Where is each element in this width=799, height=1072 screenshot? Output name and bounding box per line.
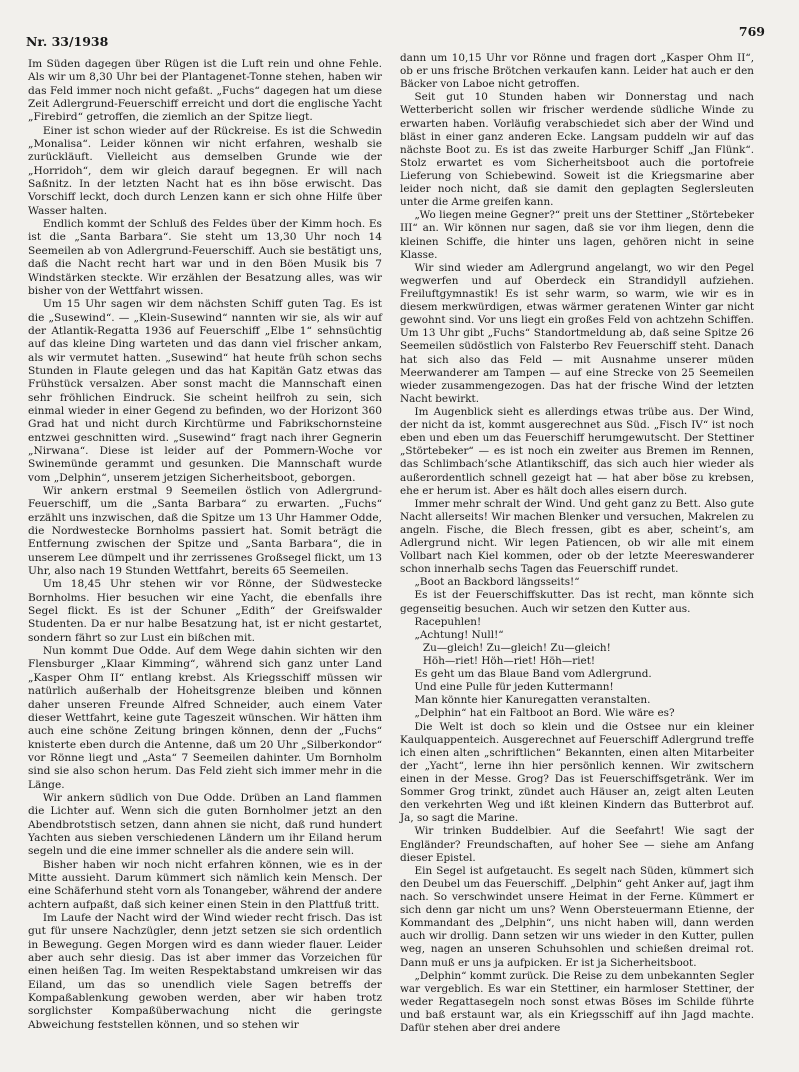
left-paragraph: Bisher haben wir noch nicht erfahren können, wie es in der Mitte aussieht. Darum kümmert sich nämlich kein Mensch. Der eine Schäferhund steht vorn als Tonangeber, während der andere achtern aufpaßt, daß sich keiner einen Stein in den Plattfuß tritt. <box>28 858 382 911</box>
right-paragraph: Die Welt ist doch so klein und die Ostsee nur ein kleiner Kaulquappenteich. Ausgerechnet auf Feuerschiff Adlergrund treffe ich einen alten „schriftlichen“ Bekannten, einen alten Mitarbeiter der „Yacht“, lerne ihn hier persönlich kennen. Wir zwitschern einen in der Messe. Grog? Das ist Feuerschiffsgetränk. Wer im Sommer Grog trinkt, zündet auch Häuser an, zeigt alten Leuten den verkehrten Weg und ißt kleinen Kindern das Butterbrot auf. Ja, so sagt die Marine. <box>400 720 754 825</box>
right-paragraph: dann um 10,15 Uhr vor Rönne und fragen dort „Kasper Ohm II“, ob er uns frische Brötchen verkaufen kann. Leider hat auch er den Bäcker von Laboe nicht getroffen. <box>400 52 754 91</box>
right-paragraph: Es geht um das Blaue Band vom Adlergrund. <box>414 668 652 681</box>
right-paragraph: Wir sind wieder am Adlergrund angelangt, wo wir den Pegel wegwerfen und auf Oberdeck ein Strandidyll aufziehen. Freiluftgymnastik! Es ist sehr warm, so warm, wie wir es in diesem merkwürdigen, etwas wärmer geratenen Winter gar nicht gewohnt sind. Vor uns liegt ein großes Feld von achtzehn Schiffen. Um 13 Uhr gibt „Fuchs“ Standortmeldung ab, daß seine Spitze 26 Seemeilen südöstlich von Falsterbo Rev Feuerschiff steht. Danach hat sich also das Feld — mit Ausnahme unserer müden Meerwanderer am Tampen — auf eine Strecke von 25 Seemeilen wieder zusammengezogen. Das hat der frische Wind der letzten Nacht bewirkt. <box>400 261 754 405</box>
left-paragraph: Nun kommt Due Odde. Auf dem Wege dahin sichten wir den Flensburger „Klaar Kimming“, während sich ganz unter Land „Kasper Ohm II“ entlang krebst. Als Kriegsschiff müssen wir natürlich außerhalb der Hoheitsgrenze bleiben und können daher unseren Freunde Alfred Schneider, auch einem Vater dieser Wettfahrt, keine gute Tageszeit wünschen. Wir hätten ihm auch eine schöne Zeitung bringen können, denn der „Fuchs“ knisterte eben durch die Antenne, daß um 20 Uhr „Silberkondor“ vor Rönne liegt und „Asta“ 7 Seemeilen dahinter. Um Bornholm sind sie also schon herum. Das Feld zieht sich immer mehr in die Länge. <box>28 645 382 791</box>
left-paragraph: Endlich kommt der Schluß des Feldes über der Kimm hoch. Es ist die „Santa Barbara“. Sie steht um 13,30 Uhr noch 14 Seemeilen ab von Adlergrund-Feuerschiff. Auch sie bestätigt uns, daß die Nacht recht hart war und in den Böen Musik bis 7 Windstärken steckte. Wir erzählen der Besatzung alles, was wir bisher von der Wettfahrt wissen. <box>28 218 382 297</box>
right-paragraph: „Boot an Backbord längsseits!“ <box>414 576 580 589</box>
right-paragraph: Seit gut 10 Stunden haben wir Donnerstag und nach Wetterbericht sollen wir frischer werdende südliche Winde zu erwarten haben. Vorläufig verabschiedet sich aber der Wind und bläst in einer ganz anderen Ecke. Langsam puddeln wir auf das nächste Boot zu. Es ist das zweite Harburger Schiff „Jan Flünk“. Stolz erwartet es vom Sicherheitsboot auch die portofreie Lieferung von Schiebewind. Soweit ist die Kriegsmarine aber leider noch nicht, daß sie damit den geplagten Seglersleuten unter die Arme greifen kann. <box>400 91 754 209</box>
left-paragraph: Im Süden dagegen über Rügen ist die Luft rein und ohne Fehle. Als wir um 8,30 Uhr bei der Plantagenet-Tonne stehen, haben wir das Feld immer noch nicht gefaßt. „Fuchs“ dagegen hat um diese Zeit Adlergrund-Feuerschiff erreicht und dort die englische Yacht „Firebird“ getroffen, die ziemlich an der Spitze liegt. <box>28 58 382 124</box>
left-paragraph: Um 18,45 Uhr stehen wir vor Rönne, der Südwestecke Bornholms. Hier besuchen wir eine Yacht, die ebenfalls ihre Segel flickt. Es ist der Schuner „Edith“ der Greifswalder Studenten. Da er nur halbe Besatzung hat, ist er nicht gestartet, sondern fährt so zur Lust ein bißchen mit. <box>28 578 382 644</box>
right-paragraph: Man könnte hier Kanuregatten veranstalten. <box>414 694 651 707</box>
right-paragraph: Höh—riet! Höh—riet! Höh—riet! <box>422 655 596 668</box>
right-paragraph: „Delphin“ hat ein Faltboot an Bord. Wie wäre es? <box>414 707 675 720</box>
right-paragraph: Es ist der Feuerschiffskutter. Das ist recht, man könnte sich gegenseitig besuchen. Auch wir setzen den Kutter aus. <box>400 589 754 615</box>
right-paragraph: Und eine Pulle für jeden Kuttermann! <box>414 681 614 694</box>
left-paragraph: Wir ankern erstmal 9 Seemeilen östlich von Adlergrund-Feuerschiff, um die „Santa Barbara“ zu erwarten. „Fuchs“ erzählt uns inzwischen, daß die Spitze um 13 Uhr Hammer Odde, die Nordwestecke Bornholms passiert hat. Somit beträgt die Entfernung zwischen der Spitze und „Santa Barbara“, die in unserem Lee dümpelt und ihr zerrissenes Großsegel flickt, um 13 Uhr, also nach 19 Stunden Wettfahrt, bereits 65 Seemeilen. <box>28 485 382 578</box>
right-paragraph: Immer mehr schralt der Wind. Und geht ganz zu Bett. Also gute Nacht allerseits! Wir machen Blenker und versuchen, Makrelen zu angeln. Fische, die Blech fressen, gibt es aber, scheint’s, am Adlergrund nicht. Wir legen Patiencen, ob wir alle mit einem Vollbart nach Kiel kommen, oder ob der letzte Meereswanderer schon innerhalb sechs Tagen das Feuerschiff rundet. <box>400 497 754 576</box>
right-paragraph: Im Augenblick sieht es allerdings etwas trübe aus. Der Wind, der nicht da ist, kommt ausgerechnet aus Süd. „Fisch IV“ ist noch eben und eben um das Feuerschiff herumgewutscht. Der Stettiner „Störtebeker“ — es ist noch ein zweiter aus Bremen im Rennen, das Schlimbach’sche Atlantikschiff, das sich auch hier wieder als außerordentlich schnell gezeigt hat — hat aber böse zu krebsen, ehe er herum ist. Aber es hält doch alles eisern durch. <box>400 405 754 497</box>
right-paragraph: „Achtung! Null!“ <box>414 628 504 641</box>
right-paragraph: Racepuhlen! <box>414 615 482 628</box>
right-paragraph: Ein Segel ist aufgetaucht. Es segelt nach Süden, kümmert sich den Deubel um das Feuerschiff. „Delphin“ geht Anker auf, jagt ihm nach. So verschwindet unsere Heimat in der Ferne. Kümmert er sich denn gar nicht um uns? Wenn Obersteuermann Etienne, der Kommandant des „Delphin“, uns nicht haben will, dann werden auch wir drollig. Dann setzen wir uns wieder in den Kutter, pullen weg, nagen an unseren Schuhsohlen und schießen dreimal rot. Dann muß er uns ja aufpicken. Er ist ja Sicherheitsboot. <box>400 864 754 969</box>
right-column <box>400 52 754 1035</box>
issue-number: Nr. 33/1938 <box>26 34 109 49</box>
left-paragraph: Wir ankern südlich von Due Odde. Drüben an Land flammen die Lichter auf. Wenn sich die guten Bornholmer jetzt an den Abendbrotstisch setzen, dann ahnen sie nicht, daß rund hundert Yachten aus sieben verschiedenen Ländern um ihr Eiland herum segeln und die eine immer schneller als die andere sein will. <box>28 791 382 858</box>
left-paragraph: Im Laufe der Nacht wird der Wind wieder recht frisch. Das ist gut für unsere Nachzügler, denn jetzt setzen sie sich ordentlich in Bewegung. Gegen Morgen wird es dann wieder flauer. Leider aber auch sehr diesig. Das ist aber immer das Vorzeichen für einen heißen Tag. Im weiten Respektabstand umkreisen wir das Eiland, um das so unendlich viele Sagen betreffs der Kompaßablenkung gewoben werden, aber wir haben trotz sorglichster Kompaßüberwachung nicht die geringste Abweichung feststellen können, und so stehen wir <box>28 912 382 1031</box>
right-paragraph: Wir trinken Buddelbier. Auf die Seefahrt! Wie sagt der Engländer? Freundschaften, auf hoher See — siehe am Anfang dieser Epistel. <box>400 825 754 864</box>
right-paragraph: „Wo liegen meine Gegner?“ preit uns der Stettiner „Störtebeker III“ an. Wir können nur sagen, daß sie vor ihm liegen, denn die kleinen Schiffe, die hinter uns lagen, gehören nicht in seine Klasse. <box>400 209 754 261</box>
left-column <box>28 58 382 1032</box>
left-paragraph: Einer ist schon wieder auf der Rückreise. Es ist die Schwedin „Monalisa“. Leider können wir nicht erfahren, weshalb sie zurückläuft. Vielleicht aus demselben Grunde wie der „Horridoh“, dem wir gleich darauf begegnen. Er will nach Saßnitz. In der letzten Nacht hat es ihn böse erwischt. Das Vorschiff leckt, doch durch Lenzen kann er sich ohne Hilfe über Wasser halten. <box>28 124 382 217</box>
left-paragraph: Um 15 Uhr sagen wir dem nächsten Schiff guten Tag. Es ist die „Susewind“. — „Klein-Susewind“ nannten wir sie, als wir auf der Atlantik-Regatta 1936 auf Feuerschiff „Elbe 1“ sehnsüchtig auf das kleine Ding warteten und das dann viel frischer ankam, als wir vermutet hatten. „Susewind“ hat heute früh schon sechs Stunden in Flaute gelegen und das hat Kapitän Gatz etwas das Frühstück versalzen. Aber sonst macht die Mannschaft einen sehr fröhlichen Eindruck. Sie scheint heilfroh zu sein, sich einmal wieder in einer Gegend zu befinden, wo der Horizont 360 Grad hat und nicht durch Kirchtürme und Fabrikschornsteine entzwei geschnitten wird. „Susewind“ fragt nach ihrer Gegnerin „Nirwana“. Diese ist leider auf der Pommern-Woche vor Swinemünde gerammt und gesunken. Die Mannschaft wurde vom „Delphin“, unserem jetzigen Sicherheitsboot, geborgen. <box>28 298 382 484</box>
right-paragraph: Zu—gleich! Zu—gleich! Zu—gleich! <box>422 641 611 654</box>
page-number: 769 <box>738 24 765 39</box>
right-paragraph: „Delphin“ kommt zurück. Die Reise zu dem unbekannten Segler war vergeblich. Es war ein Stettiner, ein harmloser Stettiner, der weder Regattasegeln noch sonst etwas Böses im Schilde führte und baß erstaunt war, als ein Kriegsschiff auf ihn Jagd machte. Dafür stehen aber drei andere <box>400 969 754 1035</box>
